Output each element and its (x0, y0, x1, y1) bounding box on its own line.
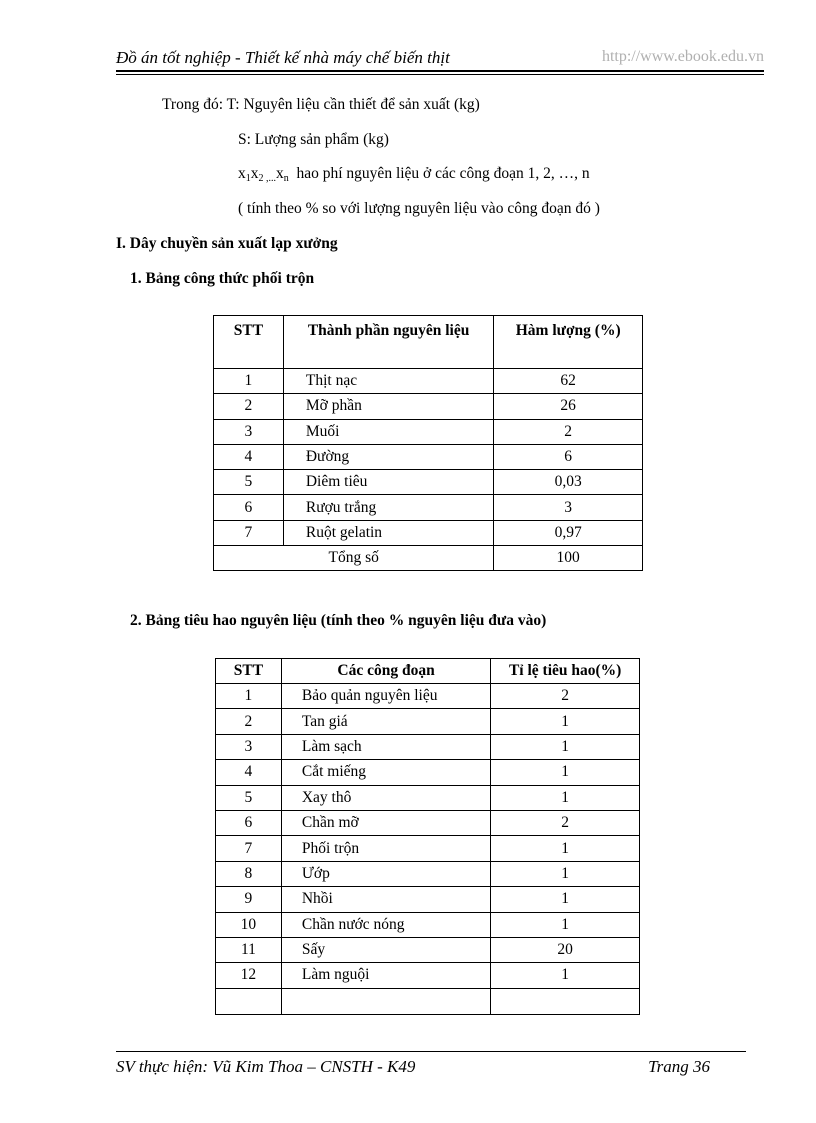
section-title: I. Dây chuyền sản xuất lạp xưởng (116, 235, 338, 252)
cell-value: 2 (491, 684, 640, 709)
header-title: Đồ án tốt nghiệp - Thiết kế nhà máy chế biến thịt (116, 48, 450, 67)
table-row (214, 394, 643, 419)
formula-table (213, 315, 643, 571)
cell-value: 1 (491, 836, 640, 861)
col-header-ingredient: Thành phần nguyên liệu (283, 316, 494, 369)
cell-stt: 7 (214, 520, 284, 545)
cell-name: Xay thô (281, 785, 490, 810)
intro-line-1: Trong đó: T: Nguyên liệu cần thiết để sản xuất (kg) (162, 96, 480, 113)
table-row (214, 369, 643, 394)
col-header-stage: Các công đoạn (281, 659, 490, 684)
cell-value: 1 (491, 760, 640, 785)
cell-value: 20 (491, 937, 640, 962)
table-row (216, 836, 640, 861)
empty-cell (281, 988, 490, 1014)
empty-cell (491, 988, 640, 1014)
cell-name: Nhồi (281, 887, 490, 912)
intro-line-2: S: Lượng sản phẩm (kg) (238, 131, 389, 148)
footer-page-number: Trang 36 (648, 1057, 710, 1076)
loss-table (215, 658, 640, 1015)
cell-name: Rượu trắng (283, 495, 494, 520)
intro-line-4: ( tính theo % so với lượng nguyên liệu vào công đoạn đó ) (238, 200, 600, 217)
cell-stt: 2 (214, 394, 284, 419)
table-row (216, 912, 640, 937)
cell-stt: 1 (214, 369, 284, 394)
cell-name: Phối trộn (281, 836, 490, 861)
cell-value: 1 (491, 709, 640, 734)
cell-stt: 9 (216, 887, 282, 912)
cell-name: Thịt nạc (283, 369, 494, 394)
table-row (216, 963, 640, 988)
cell-name: Ruột gelatin (283, 520, 494, 545)
table-header-row (216, 659, 640, 684)
cell-name: Ướp (281, 861, 490, 886)
cell-stt: 5 (214, 470, 284, 495)
cell-value: 26 (494, 394, 643, 419)
footer-author: SV thực hiện: Vũ Kim Thoa – CNSTH - K49 (116, 1057, 416, 1076)
cell-stt: 6 (216, 810, 282, 835)
cell-value: 1 (491, 887, 640, 912)
cell-stt: 2 (216, 709, 282, 734)
cell-value: 1 (491, 912, 640, 937)
cell-stt: 7 (216, 836, 282, 861)
cell-name: Tan giá (281, 709, 490, 734)
cell-name: Làm nguội (281, 963, 490, 988)
total-label: Tổng số (214, 546, 494, 571)
intro-line-3-text: hao phí nguyên liệu ở các công đoạn 1, 2, …, n (296, 165, 590, 182)
page-header (116, 46, 764, 72)
cell-value: 2 (494, 419, 643, 444)
variable-list: $x_1x_{2 ,...}x_n$ (238, 165, 289, 184)
intro-line-3 (238, 165, 590, 184)
cell-stt: 5 (216, 785, 282, 810)
total-value: 100 (494, 546, 643, 571)
table-row (214, 520, 643, 545)
table-row (216, 810, 640, 835)
cell-name: Cắt miếng (281, 760, 490, 785)
cell-stt: 4 (216, 760, 282, 785)
cell-value: 2 (491, 810, 640, 835)
cell-name: Chần mỡ (281, 810, 490, 835)
table-row (216, 861, 640, 886)
cell-name: Sấy (281, 937, 490, 962)
cell-name: Làm sạch (281, 734, 490, 759)
table-header-row (214, 316, 643, 369)
cell-value: 1 (491, 734, 640, 759)
cell-value: 62 (494, 369, 643, 394)
table-row (216, 684, 640, 709)
cell-stt: 11 (216, 937, 282, 962)
table-row (216, 937, 640, 962)
cell-stt: 3 (216, 734, 282, 759)
cell-value: 6 (494, 444, 643, 469)
table-row (216, 785, 640, 810)
cell-stt: 8 (216, 861, 282, 886)
table-row (214, 419, 643, 444)
header-url[interactable]: http://www.ebook.edu.vn (601, 48, 764, 65)
cell-name: Chần nước nóng (281, 912, 490, 937)
cell-name: Diêm tiêu (283, 470, 494, 495)
subsection-1-title: 1. Bảng công thức phối trộn (130, 270, 315, 287)
cell-value: 1 (491, 963, 640, 988)
table-row (214, 495, 643, 520)
cell-stt: 4 (214, 444, 284, 469)
cell-value: 1 (491, 785, 640, 810)
cell-name: Đường (283, 444, 494, 469)
table-row (216, 760, 640, 785)
col-header-stt: STT (216, 659, 282, 684)
subsection-2-title: 2. Bảng tiêu hao nguyên liệu (tính theo % nguyên liệu đưa vào) (130, 612, 547, 629)
cell-stt: 12 (216, 963, 282, 988)
cell-stt: 10 (216, 912, 282, 937)
table-empty-row (216, 988, 640, 1014)
table-row (216, 709, 640, 734)
table-row (216, 887, 640, 912)
header-rule-thin (116, 74, 764, 75)
col-header-loss-rate: Tỉ lệ tiêu hao(%) (491, 659, 640, 684)
table-row (214, 470, 643, 495)
cell-value: 3 (494, 495, 643, 520)
cell-stt: 6 (214, 495, 284, 520)
col-header-stt: STT (214, 316, 284, 369)
header-rule (116, 70, 764, 72)
cell-value: 0,97 (494, 520, 643, 545)
cell-value: 1 (491, 861, 640, 886)
table-total-row (214, 546, 643, 571)
col-header-content: Hàm lượng (%) (494, 316, 643, 369)
cell-stt: 1 (216, 684, 282, 709)
table-row (214, 444, 643, 469)
cell-value: 0,03 (494, 470, 643, 495)
table-row (216, 734, 640, 759)
page-footer (116, 1051, 746, 1076)
cell-name: Bảo quản nguyên liệu (281, 684, 490, 709)
cell-stt: 3 (214, 419, 284, 444)
cell-name: Mỡ phần (283, 394, 494, 419)
empty-cell (216, 988, 282, 1014)
cell-name: Muối (283, 419, 494, 444)
